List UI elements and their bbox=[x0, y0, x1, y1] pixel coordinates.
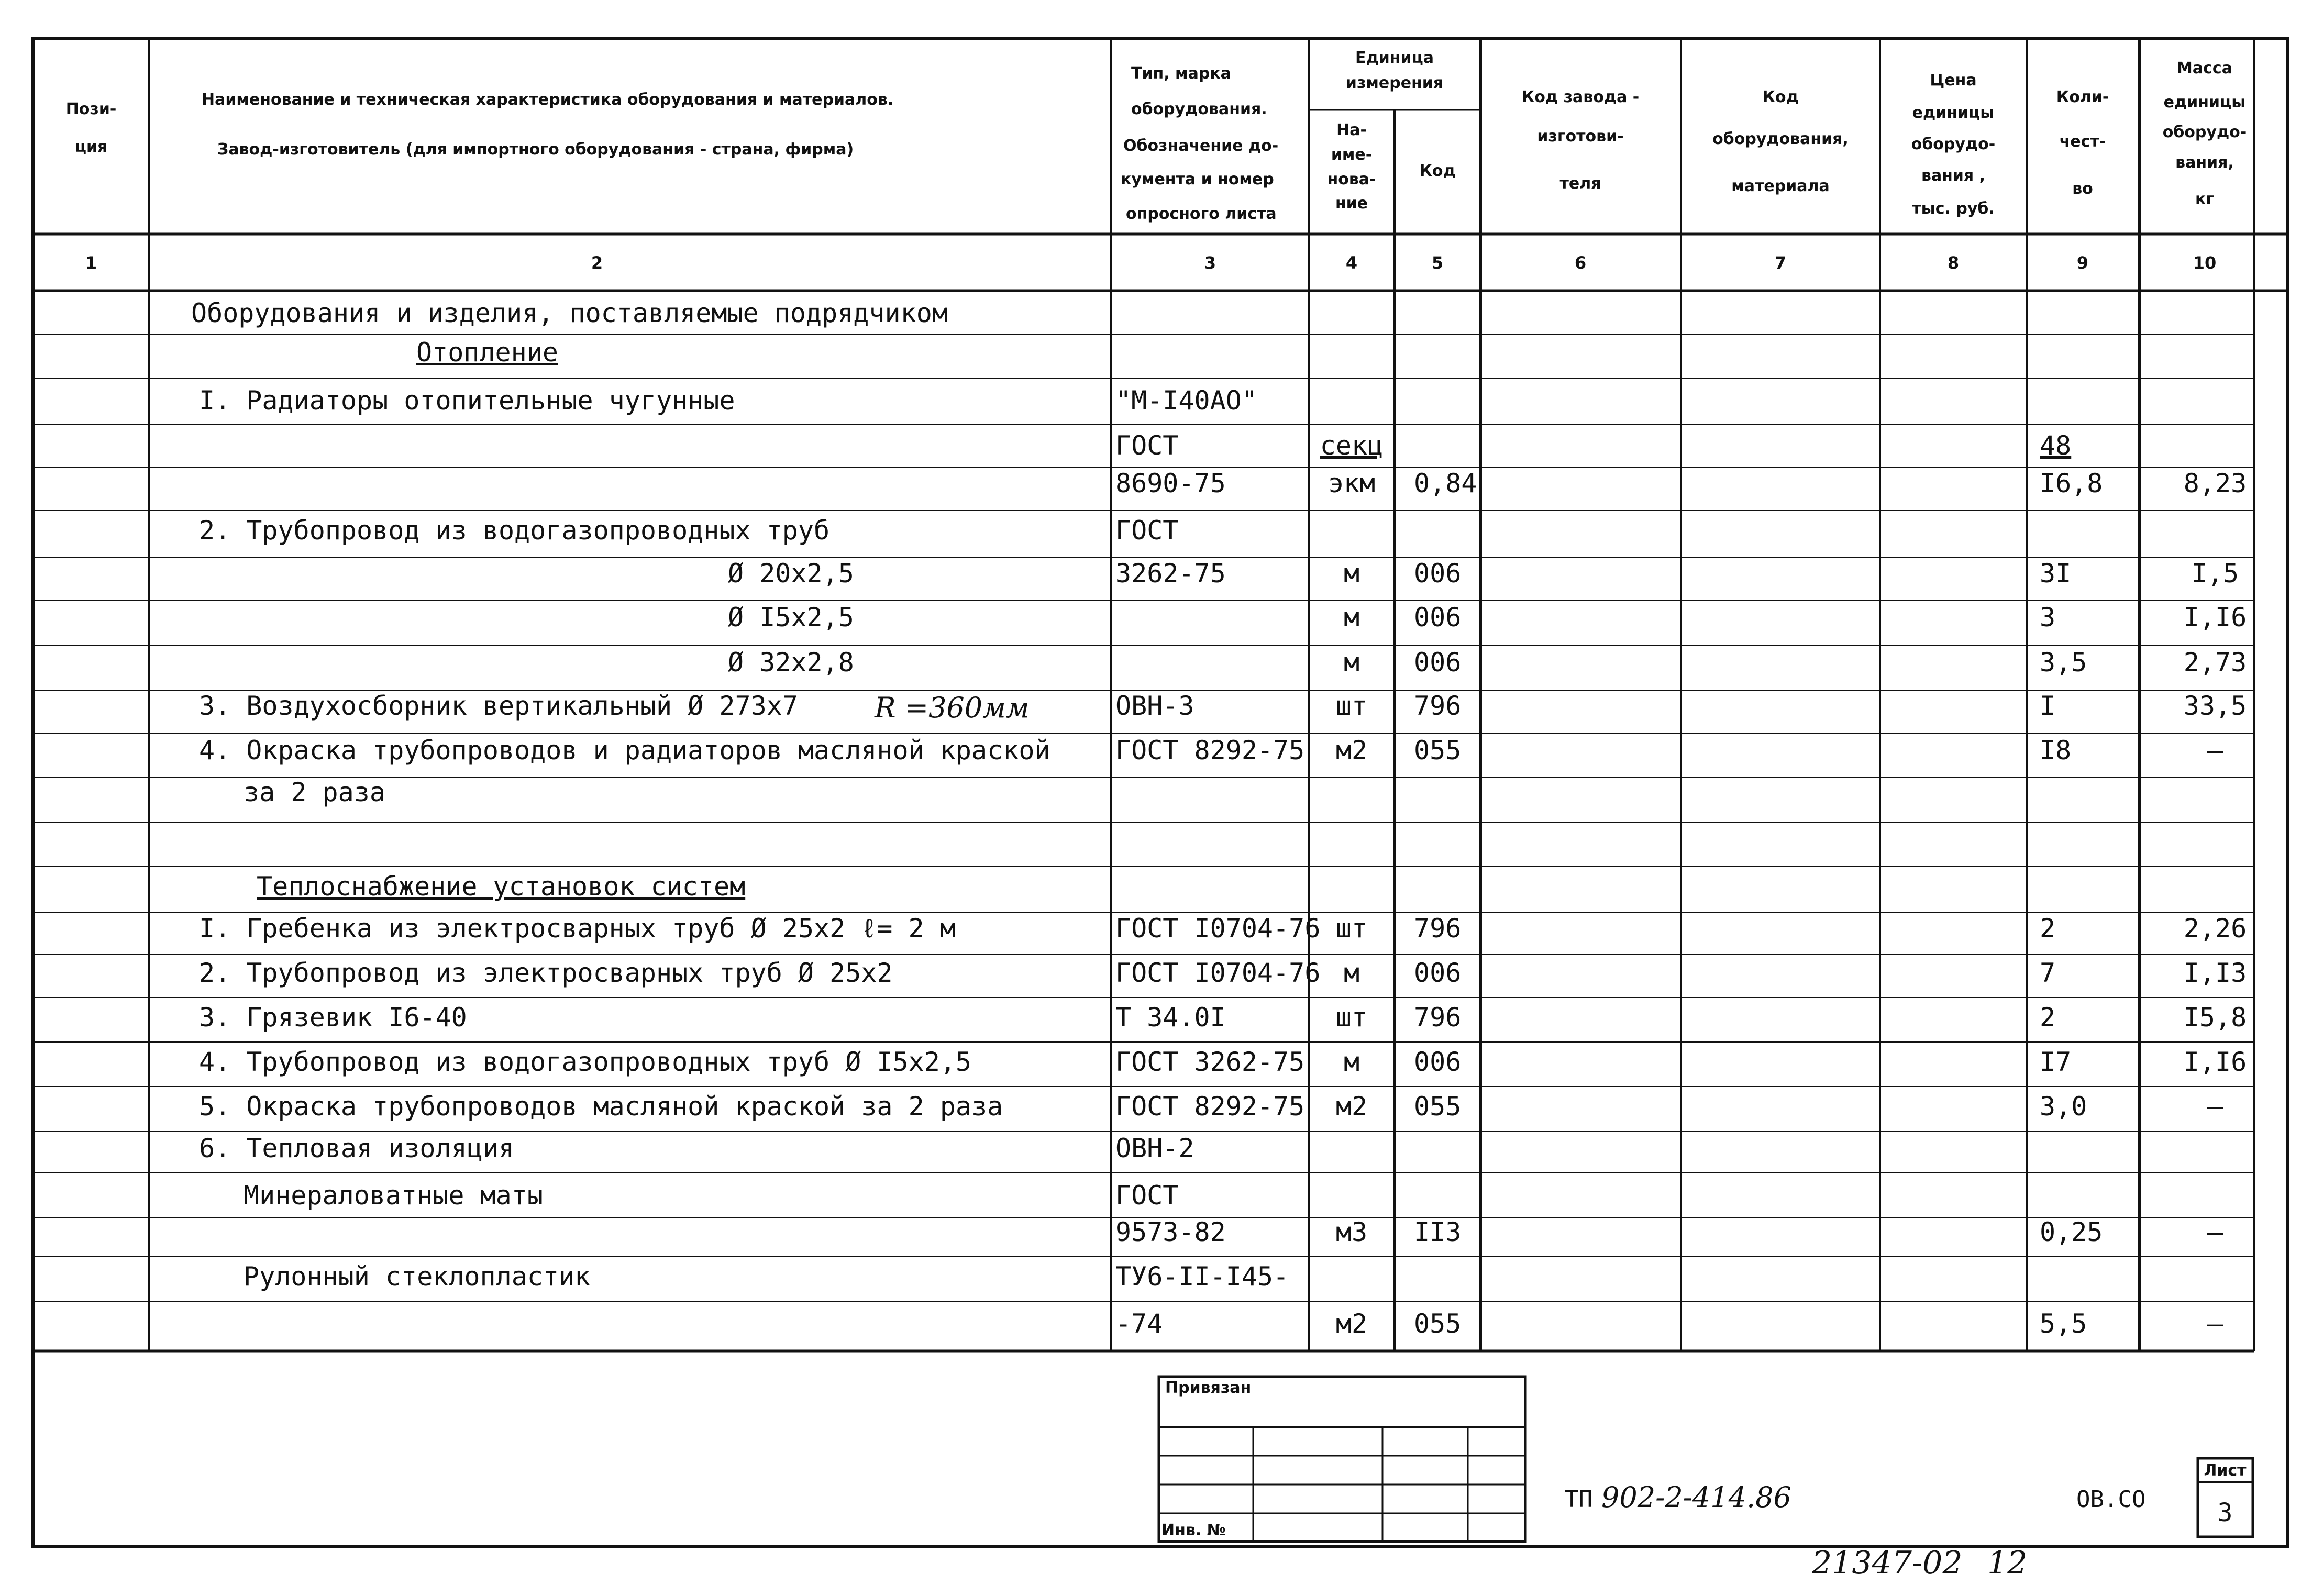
row-qty: I8 bbox=[2040, 735, 2072, 766]
table-row bbox=[1115, 430, 2071, 461]
header-col3-line5: опросного листа bbox=[1126, 205, 1277, 223]
table-row bbox=[199, 1091, 2223, 1122]
row-code: 796 bbox=[1414, 1002, 1462, 1033]
row-qty: 5,5 bbox=[2040, 1309, 2087, 1339]
row-unit: м2 bbox=[1335, 1091, 1368, 1122]
table-header bbox=[66, 49, 2247, 223]
row-qty: 3,0 bbox=[2040, 1091, 2087, 1122]
row-name: I. Гребенка из электросварных труб Ø 25х2 ℓ= 2 м bbox=[199, 913, 956, 944]
row-type: ГОСТ 3262-75 bbox=[1115, 1047, 1305, 1077]
row-code: 796 bbox=[1414, 691, 1462, 721]
table-body bbox=[191, 298, 2247, 1339]
header-col6-line1: Код завода - bbox=[1521, 88, 1640, 106]
row-mass: – bbox=[2207, 1217, 2223, 1247]
header-col10-line3: оборудо- bbox=[2162, 123, 2247, 141]
row-unit: м bbox=[1343, 602, 1360, 633]
designation-number: 902-2-414.86 bbox=[1601, 1481, 1791, 1514]
header-col9-line1: Коли- bbox=[2056, 88, 2109, 106]
row-type: ГОСТ bbox=[1115, 1180, 1179, 1211]
colnum-1: 1 bbox=[85, 253, 97, 273]
row-qty: 0,25 bbox=[2040, 1217, 2103, 1247]
row-type: ГОСТ bbox=[1115, 430, 1179, 461]
row-name: Рулонный стеклопластик bbox=[244, 1261, 591, 1292]
row-name: Оборудования и изделия, поставляемые подрядчиком bbox=[191, 298, 948, 328]
row-qty: 48 bbox=[2040, 430, 2072, 461]
row-code: 006 bbox=[1414, 958, 1462, 988]
row-type: ГОСТ 8292-75 bbox=[1115, 1091, 1305, 1122]
header-col5: Код bbox=[1419, 162, 1456, 180]
row-code: 006 bbox=[1414, 602, 1462, 633]
colnum-8: 8 bbox=[1947, 253, 1960, 273]
header-col2-line1: Наименование и техническая характеристика оборудования и материалов. bbox=[202, 91, 894, 109]
row-qty: 2 bbox=[2040, 1002, 2056, 1033]
header-col3-line2: оборудования. bbox=[1131, 100, 1267, 118]
table-row bbox=[244, 777, 385, 807]
row-qty: 2 bbox=[2040, 913, 2056, 944]
row-unit: шт bbox=[1335, 913, 1368, 944]
header-unit-group-line2: измерения bbox=[1345, 74, 1444, 92]
header-col2-line2: Завод-изготовитель (для импортного оборудования - страна, фирма) bbox=[217, 140, 854, 159]
row-unit: м2 bbox=[1335, 735, 1368, 766]
row-mass: I,I6 bbox=[2183, 602, 2247, 633]
table-row bbox=[728, 647, 2247, 678]
row-type: ГОСТ I0704-76 bbox=[1115, 913, 1321, 944]
sheet-code: ОВ.СО bbox=[2076, 1486, 2146, 1513]
row-qty: 3 bbox=[2040, 602, 2056, 633]
row-qty: 3,5 bbox=[2040, 647, 2087, 678]
table-row bbox=[199, 958, 2247, 988]
table-row bbox=[199, 515, 1178, 546]
row-name: 4. Трубопровод из водогазопроводных труб Ø I5х2,5 bbox=[199, 1047, 972, 1077]
header-col8-line2: единицы bbox=[1912, 104, 1995, 122]
row-mass: 2,73 bbox=[2183, 647, 2247, 678]
row-type: Т 34.0I bbox=[1115, 1002, 1226, 1033]
table-row bbox=[728, 558, 2239, 589]
row-unit: м bbox=[1343, 647, 1360, 678]
row-type: 8690-75 bbox=[1115, 468, 1226, 498]
table-row bbox=[191, 298, 948, 328]
row-name: Минераловатные маты bbox=[244, 1180, 543, 1211]
row-qty: I6,8 bbox=[2040, 468, 2103, 498]
colnum-10: 10 bbox=[2193, 253, 2217, 273]
sheet-label: Лист bbox=[2204, 1461, 2247, 1480]
table-row bbox=[244, 1261, 1289, 1292]
header-col7-line1: Код bbox=[1762, 88, 1799, 106]
header-col8-line5: тыс. руб. bbox=[1912, 199, 1995, 218]
header-col3-line1: Тип, марка bbox=[1131, 64, 1231, 83]
row-unit: экм bbox=[1328, 468, 1376, 498]
table-row bbox=[199, 1047, 2247, 1077]
row-name: Ø I5х2,5 bbox=[728, 602, 854, 633]
row-code: 006 bbox=[1414, 647, 1462, 678]
table-row bbox=[199, 1002, 2247, 1033]
row-name: Ø 32х2,8 bbox=[728, 647, 854, 678]
row-unit: шт bbox=[1335, 691, 1368, 721]
row-unit: м bbox=[1343, 558, 1360, 589]
row-code: 006 bbox=[1414, 558, 1462, 589]
row-mass: I,I6 bbox=[2183, 1047, 2247, 1077]
header-col9-line3: во bbox=[2072, 180, 2093, 198]
row-unit: м3 bbox=[1335, 1217, 1368, 1247]
row-mass: 33,5 bbox=[2183, 691, 2247, 721]
row-code: 0,84 bbox=[1414, 468, 1477, 498]
row-name: Отопление bbox=[416, 337, 558, 368]
row-name: 2. Трубопровод из водогазопроводных труб bbox=[199, 515, 830, 546]
header-col8-line4: вания , bbox=[1921, 167, 1986, 185]
row-mass: – bbox=[2207, 735, 2223, 766]
row-code: 055 bbox=[1414, 1091, 1462, 1122]
colnum-7: 7 bbox=[1774, 253, 1787, 273]
table-row bbox=[257, 871, 745, 902]
header-unit-group-line1: Единица bbox=[1355, 49, 1434, 67]
row-name: 3. Грязевик I6-40 bbox=[199, 1002, 467, 1033]
row-type: ГОСТ bbox=[1115, 515, 1179, 546]
row-type: -74 bbox=[1115, 1309, 1163, 1339]
row-type: ТУ6-II-I45- bbox=[1115, 1261, 1289, 1292]
row-qty: I bbox=[2040, 691, 2056, 721]
header-col6-line2: изготови- bbox=[1537, 127, 1624, 146]
header-col10-line4: вания, bbox=[2175, 153, 2234, 172]
row-qty: 7 bbox=[2040, 958, 2056, 988]
table-row bbox=[199, 1133, 1194, 1163]
row-code: 006 bbox=[1414, 1047, 1462, 1077]
sheet-number: 3 bbox=[2217, 1498, 2233, 1527]
row-unit: секц bbox=[1320, 430, 1384, 461]
table-row bbox=[1115, 1309, 2223, 1339]
bottom-archive-number: 21347-02 bbox=[1812, 1545, 1963, 1581]
row-unit: м bbox=[1343, 1047, 1360, 1077]
row-name: 5. Окраска трубопроводов масляной краской за 2 раза bbox=[199, 1091, 1003, 1122]
row-mass: I,I3 bbox=[2183, 958, 2247, 988]
header-col1-line1: Пози- bbox=[65, 100, 117, 118]
row-type: ГОСТ I0704-76 bbox=[1115, 958, 1321, 988]
table-row bbox=[199, 691, 2247, 721]
row-code: 796 bbox=[1414, 913, 1462, 944]
colnum-5: 5 bbox=[1431, 253, 1444, 273]
inventory-number-label: Инв. № bbox=[1161, 1521, 1226, 1539]
row-code: 055 bbox=[1414, 735, 1462, 766]
header-col4-line2: име- bbox=[1331, 146, 1373, 164]
header-col7-line2: оборудования, bbox=[1712, 130, 1849, 148]
row-type: 3262-75 bbox=[1115, 558, 1226, 589]
row-name: 2. Трубопровод из электросварных труб Ø 25х2 bbox=[199, 958, 893, 988]
header-col6-line3: теля bbox=[1559, 174, 1601, 193]
row-type: ОВН-2 bbox=[1115, 1133, 1194, 1163]
row-name: 3. Воздухосборник вертикальный Ø 273х7 bbox=[199, 691, 798, 721]
header-col10-line5: кг bbox=[2195, 190, 2215, 208]
row-type: 9573-82 bbox=[1115, 1217, 1226, 1247]
header-col4-line1: На- bbox=[1336, 121, 1367, 139]
column-numbers bbox=[85, 253, 2216, 273]
header-col10-line2: единицы bbox=[2163, 93, 2246, 112]
row-name: 4. Окраска трубопроводов и радиаторов масляной краской bbox=[199, 735, 1050, 766]
header-col9-line2: чест- bbox=[2059, 132, 2106, 151]
bound-label: Привязан bbox=[1165, 1379, 1252, 1397]
table-row bbox=[244, 1180, 1178, 1211]
row-type: ОВН-3 bbox=[1115, 691, 1194, 721]
header-col7-line3: материала bbox=[1731, 177, 1830, 195]
table-row bbox=[416, 337, 558, 368]
row-unit: шт bbox=[1335, 1002, 1368, 1033]
colnum-3: 3 bbox=[1204, 253, 1216, 273]
colnum-6: 6 bbox=[1574, 253, 1587, 273]
row-unit: м2 bbox=[1335, 1309, 1368, 1339]
row-mass: 2,26 bbox=[2183, 913, 2247, 944]
colnum-2: 2 bbox=[591, 253, 603, 273]
handwritten-height-note: R =360мм bbox=[875, 691, 1030, 724]
table-row bbox=[199, 385, 1257, 416]
row-qty: I7 bbox=[2040, 1047, 2072, 1077]
header-col4-line3: нова- bbox=[1327, 170, 1376, 189]
table-row bbox=[1115, 1217, 2223, 1247]
header-col10-line1: Масса bbox=[2177, 59, 2232, 77]
row-mass: 8,23 bbox=[2183, 468, 2247, 498]
row-mass: – bbox=[2207, 1091, 2223, 1122]
table-row bbox=[199, 735, 2223, 766]
row-name: за 2 раза bbox=[244, 777, 385, 807]
header-col3-line4: кумента и номер bbox=[1121, 170, 1274, 189]
bottom-page-number: 12 bbox=[1987, 1545, 2028, 1581]
row-type: "М-I40АО" bbox=[1115, 385, 1257, 416]
row-type: ГОСТ 8292-75 bbox=[1115, 735, 1305, 766]
row-name: Ø 20х2,5 bbox=[728, 558, 854, 589]
header-col8-line3: оборудо- bbox=[1911, 135, 1996, 153]
row-name: I. Радиаторы отопительные чугунные bbox=[199, 385, 735, 416]
row-code: II3 bbox=[1414, 1217, 1462, 1247]
colnum-9: 9 bbox=[2076, 253, 2089, 273]
row-mass: I5,8 bbox=[2183, 1002, 2247, 1033]
title-block bbox=[1159, 1377, 2287, 1542]
designation-prefix: ТП bbox=[1565, 1486, 1592, 1513]
row-name: 6. Тепловая изоляция bbox=[199, 1133, 515, 1163]
row-qty: 3I bbox=[2040, 558, 2072, 589]
row-mass: I,5 bbox=[2191, 558, 2239, 589]
row-name: Теплоснабжение установок систем bbox=[257, 871, 746, 902]
table-row bbox=[199, 913, 2247, 944]
header-col8-line1: Цена bbox=[1930, 71, 1977, 90]
row-unit: м bbox=[1343, 958, 1360, 988]
header-col1-line2: ция bbox=[74, 138, 108, 156]
header-col4-line4: ние bbox=[1335, 194, 1368, 213]
row-code: 055 bbox=[1414, 1309, 1462, 1339]
header-col3-line3: Обозначение до- bbox=[1123, 137, 1279, 155]
row-mass: – bbox=[2207, 1309, 2223, 1339]
colnum-4: 4 bbox=[1345, 253, 1358, 273]
table-row bbox=[728, 602, 2247, 633]
